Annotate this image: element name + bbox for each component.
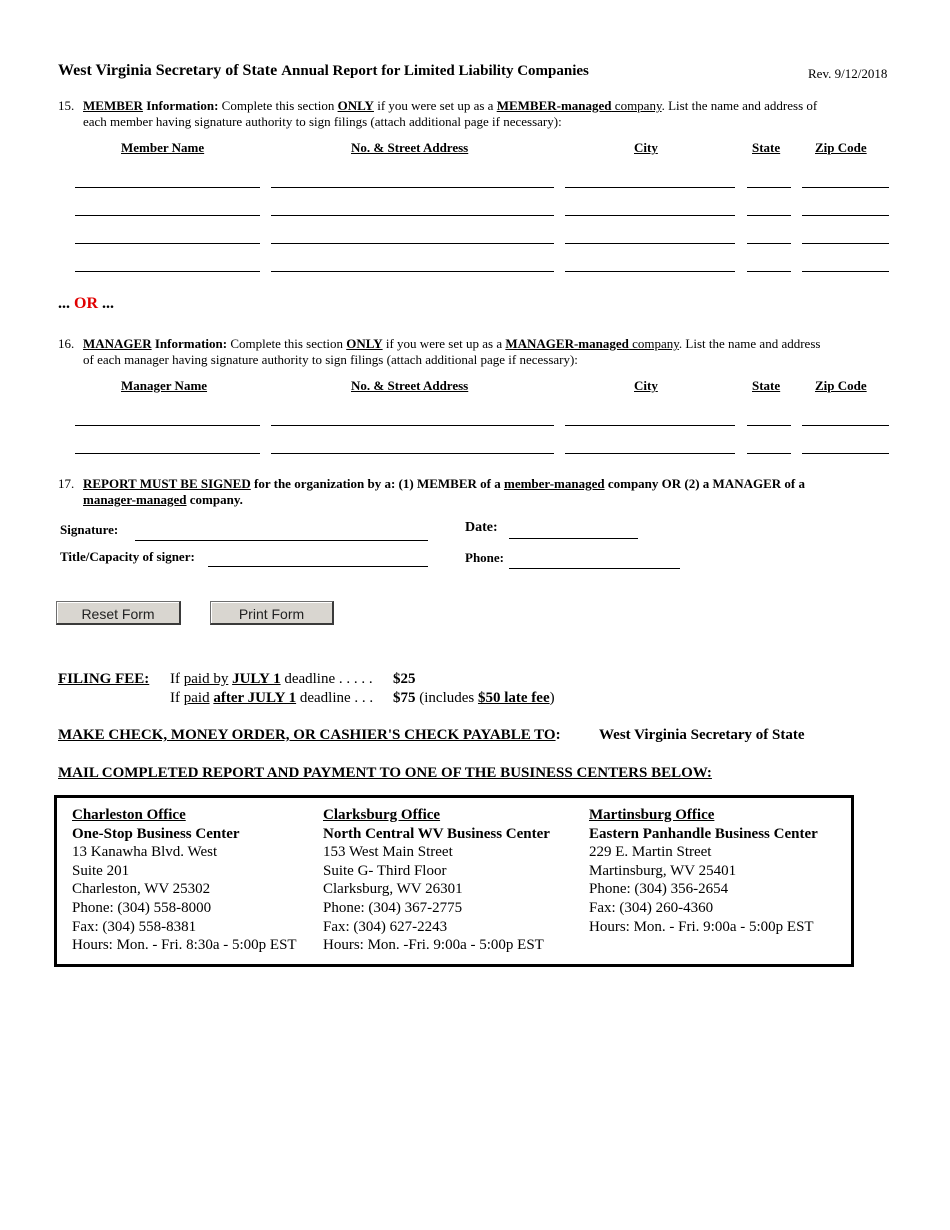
- phone-field[interactable]: [509, 568, 680, 569]
- payable-to-line: [58, 727, 561, 744]
- title-capacity-field[interactable]: [208, 566, 428, 567]
- manager-managed-link: manager-managed: [83, 492, 187, 507]
- office-line: Charleston, WV 25302: [72, 881, 211, 898]
- fee-row2-rest: deadline . . .: [296, 690, 374, 706]
- page-title: [58, 62, 589, 80]
- office-line: 13 Kanawha Blvd. West: [72, 844, 218, 861]
- office-name: Martinsburg Office: [589, 807, 715, 823]
- section-16-instructions: [58, 336, 888, 368]
- column-zip: Zip Code: [815, 378, 867, 393]
- late-fee: $50 late fee: [477, 690, 550, 706]
- manager-address-field[interactable]: [271, 425, 554, 426]
- section-15-text2: if you were set up as a: [373, 98, 497, 113]
- office-center: One-Stop Business Center: [72, 825, 240, 842]
- office-line: Fax: (304) 558-8381: [72, 918, 197, 935]
- office-line: Hours: Mon. -Fri. 9:00a - 5:00p EST: [323, 937, 544, 954]
- fee-row1-rest: deadline . . . . .: [280, 671, 373, 687]
- office-line: Suite G- Third Floor: [323, 862, 447, 879]
- office-line: 229 E. Martin Street: [589, 844, 712, 861]
- fee-row1-if: If: [170, 671, 184, 687]
- office-line: Martinsburg, WV 25401: [589, 862, 737, 879]
- member-zip-field[interactable]: [802, 243, 889, 244]
- member-label: MEMBER: [83, 98, 143, 113]
- section-16-text2: if you were set up as a: [382, 336, 506, 351]
- manager-label: MANAGER: [83, 336, 152, 351]
- section-15-instructions: [58, 98, 888, 130]
- manager-managed-emphasis: MANAGER-managed: [505, 336, 629, 351]
- column-city: City: [634, 140, 658, 155]
- member-name-field[interactable]: [75, 271, 260, 272]
- or-text: OR: [74, 295, 98, 312]
- office-line: Phone: (304) 367-2775: [323, 899, 463, 916]
- member-managed-rest: company: [611, 98, 662, 113]
- office-center: Eastern Panhandle Business Center: [589, 825, 818, 842]
- office-line: Hours: Mon. - Fri. 9:00a - 5:00p EST: [589, 918, 814, 935]
- title-main: West Virginia Secretary of State: [58, 62, 278, 79]
- manager-city-field[interactable]: [565, 425, 735, 426]
- phone-label: Phone:: [465, 550, 504, 565]
- manager-state-field[interactable]: [747, 453, 791, 454]
- member-state-field[interactable]: [747, 271, 791, 272]
- office-charleston: [72, 806, 297, 955]
- fee-row1-date: JULY 1: [232, 671, 281, 687]
- office-line: Suite 201: [72, 862, 130, 879]
- member-name-field[interactable]: [75, 243, 260, 244]
- date-label: Date:: [465, 520, 498, 535]
- office-martinsburg: [589, 806, 818, 936]
- column-street-address: No. & Street Address: [351, 378, 469, 393]
- fee-row-on-time: [170, 671, 373, 688]
- office-name: Clarksburg Office: [323, 807, 441, 823]
- member-city-field[interactable]: [565, 271, 735, 272]
- fee-amount-late: $75: [393, 690, 416, 706]
- fee-row2-paid: paid: [183, 690, 210, 706]
- member-name-field[interactable]: [75, 187, 260, 188]
- member-managed-link: member-managed: [503, 476, 605, 491]
- office-line: Hours: Mon. - Fri. 8:30a - 5:00p EST: [72, 937, 297, 954]
- office-line: Phone: (304) 356-2654: [589, 881, 729, 898]
- column-street-address: No. & Street Address: [351, 140, 469, 155]
- office-clarksburg: [323, 806, 550, 955]
- column-manager-name: Manager Name: [121, 378, 208, 393]
- manager-address-field[interactable]: [271, 453, 554, 454]
- manager-managed-rest: company: [628, 336, 679, 351]
- section-17-text2: company OR (2) a MANAGER of a: [604, 476, 805, 491]
- section-15-number: 15.: [58, 98, 75, 113]
- office-line: Fax: (304) 627-2243: [323, 918, 448, 935]
- fee-row2-if: If: [170, 690, 184, 706]
- only-emphasis: ONLY: [337, 98, 374, 113]
- fee-amount-late-line: [393, 690, 555, 707]
- or-divider: [58, 295, 114, 313]
- manager-zip-field[interactable]: [802, 453, 889, 454]
- fee-row1-paid: paid by: [183, 671, 229, 687]
- office-line: Fax: (304) 260-4360: [589, 899, 714, 916]
- filing-fee-label: FILING FEE:: [58, 671, 150, 687]
- business-centers-box: [54, 795, 854, 967]
- member-state-field[interactable]: [747, 187, 791, 188]
- column-state: State: [752, 140, 781, 155]
- manager-state-field[interactable]: [747, 425, 791, 426]
- payable-label: MAKE CHECK, MONEY ORDER, OR CASHIER'S CHECK PAYABLE TO: [58, 727, 556, 743]
- member-address-field[interactable]: [271, 187, 554, 188]
- office-name: Charleston Office: [72, 807, 186, 823]
- member-zip-field[interactable]: [802, 187, 889, 188]
- member-name-field[interactable]: [75, 215, 260, 216]
- office-line: 153 West Main Street: [323, 844, 453, 861]
- manager-zip-field[interactable]: [802, 425, 889, 426]
- member-city-field[interactable]: [565, 215, 735, 216]
- section-15-text3: . List the name and address of: [661, 98, 818, 113]
- column-member-name: Member Name: [121, 140, 205, 155]
- manager-label-rest: Information:: [151, 336, 228, 351]
- office-center: North Central WV Business Center: [323, 825, 550, 842]
- member-state-field[interactable]: [747, 215, 791, 216]
- column-state: State: [752, 378, 781, 393]
- manager-name-field[interactable]: [75, 425, 260, 426]
- must-be-signed: REPORT MUST BE SIGNED: [83, 476, 251, 491]
- or-post: ...: [98, 295, 114, 312]
- print-form-button[interactable]: Print Form: [210, 601, 334, 625]
- section-15-line2: each member having signature authority to sign filings (attach additional page if necessary):: [83, 114, 562, 129]
- title-sub: Annual Report for Limited Liability Companies: [281, 63, 589, 79]
- fee-close: ): [549, 690, 555, 706]
- or-pre: ...: [58, 295, 74, 312]
- member-address-field[interactable]: [271, 215, 554, 216]
- member-city-field[interactable]: [565, 187, 735, 188]
- member-address-field[interactable]: [271, 271, 554, 272]
- office-line: Phone: (304) 558-8000: [72, 899, 212, 916]
- date-field[interactable]: [509, 538, 638, 539]
- office-line: Clarksburg, WV 26301: [323, 881, 463, 898]
- column-city: City: [634, 378, 658, 393]
- member-zip-field[interactable]: [802, 271, 889, 272]
- column-zip: Zip Code: [815, 140, 867, 155]
- manager-name-field[interactable]: [75, 453, 260, 454]
- manager-city-field[interactable]: [565, 453, 735, 454]
- section-16-text1: Complete this section: [227, 336, 347, 351]
- fee-amount-on-time: $25: [393, 671, 416, 687]
- member-managed-emphasis: MEMBER-managed: [496, 98, 612, 113]
- revision-date: Rev. 9/12/2018: [808, 66, 888, 81]
- signature-field[interactable]: [135, 540, 428, 541]
- reset-form-button[interactable]: Reset Form: [56, 601, 181, 625]
- section-17-text1: for the organization by a: (1) MEMBER of a: [250, 476, 504, 491]
- member-city-field[interactable]: [565, 243, 735, 244]
- fee-includes: (includes: [415, 690, 478, 706]
- section-16-number: 16.: [58, 336, 75, 351]
- title-capacity-label: Title/Capacity of signer:: [60, 549, 195, 564]
- member-address-field[interactable]: [271, 243, 554, 244]
- section-17-text3: company.: [186, 492, 243, 507]
- section-17-number: 17.: [58, 476, 75, 491]
- signature-label: Signature:: [60, 522, 119, 537]
- member-label-rest: Information:: [142, 98, 219, 113]
- mail-instructions: MAIL COMPLETED REPORT AND PAYMENT TO ONE OF THE BUSINESS CENTERS BELOW:: [58, 765, 712, 781]
- member-state-field[interactable]: [747, 243, 791, 244]
- section-16-line2: of each manager having signature authority to sign filings (attach additional page if necessary):: [83, 352, 578, 367]
- payable-colon: :: [555, 727, 561, 743]
- member-zip-field[interactable]: [802, 215, 889, 216]
- section-16-text3: . List the name and address: [678, 336, 821, 351]
- section-15-text1: Complete this section: [218, 98, 338, 113]
- section-17-instructions: [58, 476, 888, 508]
- payable-recipient: West Virginia Secretary of State: [599, 727, 805, 743]
- only-emphasis: ONLY: [346, 336, 383, 351]
- fee-row-late: [170, 690, 373, 707]
- fee-row2-date: after JULY 1: [213, 690, 297, 706]
